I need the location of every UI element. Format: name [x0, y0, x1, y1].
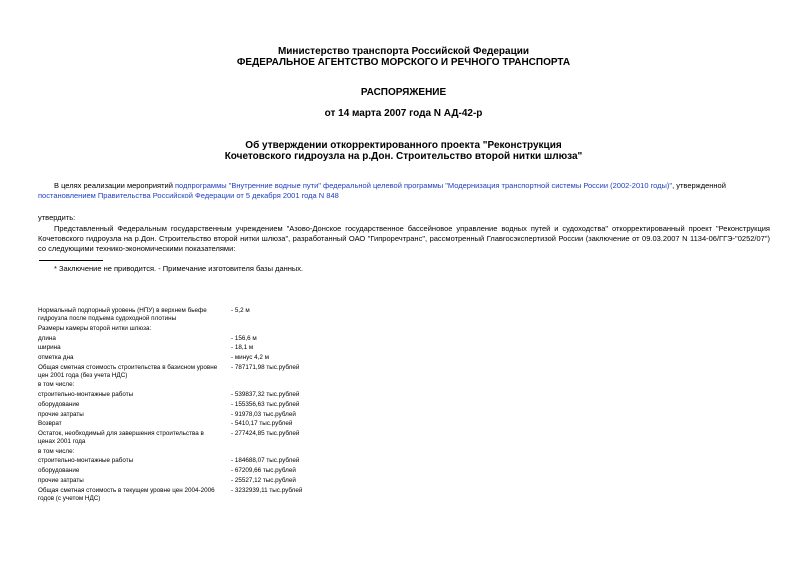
indicator-label: отметка дна	[38, 353, 74, 361]
approve-label: утвердить:	[38, 213, 76, 222]
indicator-value: - 156,6 м	[231, 334, 257, 342]
document-title-line2: Кочетовского гидроузла на р.Дон. Строительство второй нитки шлюза"	[224, 151, 583, 162]
indicator-value: - 277424,85 тыс.рублей	[231, 429, 300, 437]
indicator-label: прочие затраты	[38, 476, 84, 484]
indicator-label: Общая сметная стоимость в текущем уровне цен 2004-2006 годов (с учетом НДС)	[38, 486, 215, 502]
indicator-label: Общая сметная стоимость строительства в базисном уровне цен 2001 года (без учета НДС)	[38, 363, 218, 379]
indicator-label: Возврат	[38, 420, 62, 428]
indicator-value: - 25527,12 тыс.рублей	[231, 476, 296, 484]
indicator-label: оборудование	[38, 400, 80, 408]
indicator-label: в том числе:	[38, 447, 75, 455]
indicator-label: Остаток, необходимый для завершения строительства в ценах 2001 года	[38, 429, 204, 445]
indicator-label: строительно-монтажные работы	[38, 391, 134, 399]
document-date: от 14 марта 2007 года N АД-42-р	[324, 108, 483, 119]
document-type: РАСПОРЯЖЕНИЕ	[360, 87, 447, 98]
indicator-value: - 155356,63 тыс.рублей	[231, 400, 300, 408]
indicator-value: - 67209,66 тыс.рублей	[231, 467, 296, 475]
intro-text-a: В целях реализации мероприятий	[54, 181, 175, 190]
document-title-line1: Об утверждении откорректированного проекта "Реконструкция	[245, 140, 562, 151]
indicator-label: Размеры камеры второй нитки шлюза:	[38, 324, 152, 332]
footnote-divider	[39, 260, 103, 261]
project-paragraph: Представленный Федеральным государственным учреждением "Азово-Донское государственное бассейновое управление водных путей и судоходства" откорректированный проект "Реконструкция Кочетовского гидроузла на р.Дон. Строительство второй нитки шлюза", разработанный ОАО "Гипроречтранс", рассмотренный Главгосэкспертизой России (заключение от 09.03.2007 N 1134-06/ГГЭ-"0252/07") со следующими технико-экономическими показателями:	[38, 224, 770, 253]
subprogram-link[interactable]: подпрограммы "Внутренние водные пути" федеральной целевой программы "Модернизация транспортной системы России (2002-2010 годы)"	[175, 181, 673, 190]
indicator-value: - минус 4,2 м	[231, 353, 269, 361]
ministry-name: Министерство транспорта Российской Федерации	[277, 46, 530, 57]
indicator-label: Нормальный подпорный уровень (НПУ) в верхнем бьефе гидроузла после подъема судоходной плотины	[38, 307, 207, 323]
government-decree-link[interactable]: постановлением Правительства Российской Федерации от 5 декабря 2001 года N 848	[38, 191, 339, 200]
indicator-label: оборудование	[38, 467, 80, 475]
indicator-label: строительно-монтажные работы	[38, 457, 134, 465]
indicator-value: - 787171,98 тыс.рублей	[231, 363, 300, 371]
intro-text-b: , утвержденной	[672, 181, 726, 190]
indicator-value: - 184688,07 тыс.рублей	[231, 457, 300, 465]
indicator-value: - 3232939,11 тыс.рублей	[231, 486, 303, 494]
indicator-label: ширина	[38, 344, 61, 352]
indicator-label: длина	[38, 334, 56, 342]
indicator-value: - 18,1 м	[231, 344, 254, 352]
intro-paragraph	[38, 181, 770, 201]
indicator-label: прочие затраты	[38, 410, 84, 418]
indicator-value: - 539837,32 тыс.рублей	[231, 391, 300, 399]
footnote: * Заключение не приводится. - Примечание изготовителя базы данных.	[54, 264, 304, 273]
indicator-value: - 5,2 м	[231, 307, 250, 314]
indicator-label: в том числе:	[38, 381, 75, 389]
indicator-value: - 91978,03 тыс.рублей	[231, 410, 296, 418]
indicator-value: - 5410,17 тыс.рублей	[231, 420, 293, 428]
agency-name: ФЕДЕРАЛЬНОЕ АГЕНТСТВО МОРСКОГО И РЕЧНОГО ТРАНСПОРТА	[236, 57, 571, 68]
